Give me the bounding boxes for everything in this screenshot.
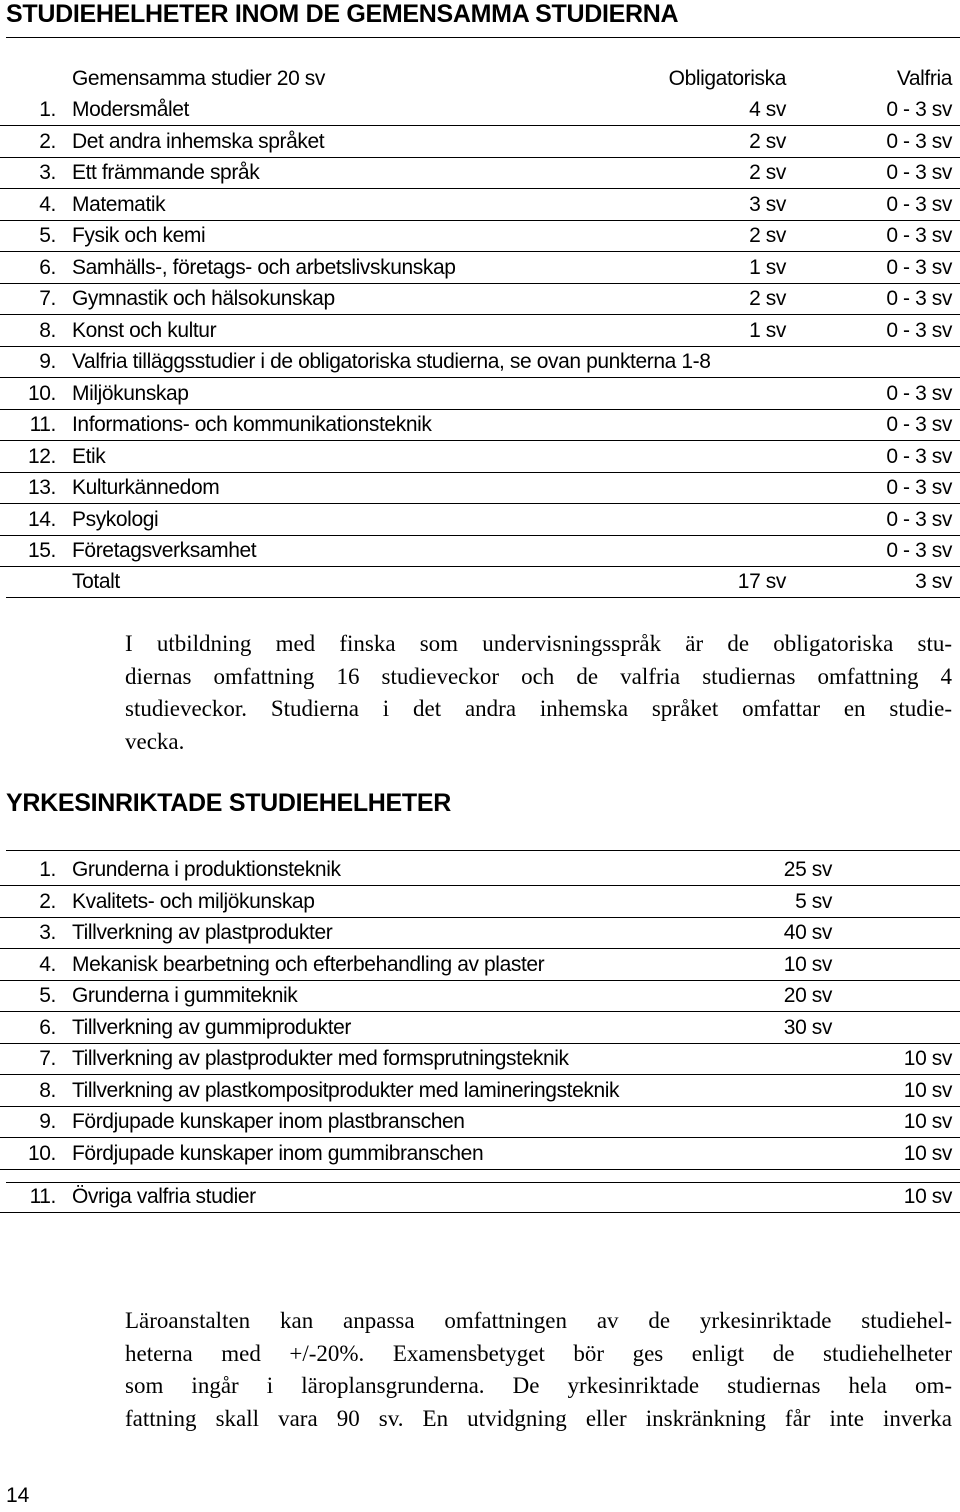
row-number: 6. <box>39 1015 56 1039</box>
row-number: 14. <box>28 507 56 531</box>
row-mandatory: 2 sv <box>749 287 786 310</box>
row-number: 11. <box>29 1185 56 1208</box>
table-row <box>0 949 960 981</box>
row-name: Gymnastik och hälsokunskap <box>72 287 335 310</box>
row-name: Miljökunskap <box>72 381 189 405</box>
row-optional: 10 sv <box>903 1185 952 1208</box>
row-number: 5. <box>39 224 56 247</box>
paragraph-line: vecka. <box>125 728 185 754</box>
row-optional: 0 - 3 sv <box>886 476 952 499</box>
table-row <box>0 409 960 441</box>
paragraph-line: Läroanstalten kan anpassa omfattningen av de yrkesinriktade studiehel- <box>125 1308 952 1333</box>
row-optional: 10 sv <box>903 1141 952 1165</box>
row-number: 6. <box>39 255 56 279</box>
row-number: 1. <box>39 858 56 881</box>
row-optional: 10 sv <box>903 1047 952 1070</box>
row-number: 10. <box>28 1141 56 1165</box>
table-row <box>0 94 960 126</box>
row-mandatory: 2 sv <box>749 224 786 247</box>
row-mandatory: 1 sv <box>749 255 786 279</box>
row-name: Samhälls-, företags- och arbetslivskunskap <box>72 255 456 279</box>
row-optional: 0 - 3 sv <box>886 129 952 153</box>
paragraph-line: studieveckor. Studierna i det andra inhemska språket omfattar en studie- <box>125 696 952 721</box>
row-number: 4. <box>39 192 56 216</box>
table-row <box>0 886 960 918</box>
row-optional: 0 - 3 sv <box>886 318 952 342</box>
row-optional: 0 - 3 sv <box>886 161 952 184</box>
row-mandatory: 4 sv <box>749 98 786 121</box>
row-optional: 0 - 3 sv <box>886 539 952 562</box>
row-name: Grunderna i produktionsteknik <box>72 858 341 881</box>
row-name: Mekanisk bearbetning och efterbehandling av plaster <box>72 952 545 976</box>
row-number: 3. <box>39 921 56 944</box>
row-name: Matematik <box>72 192 166 216</box>
table-row <box>0 315 960 347</box>
row-name: Grunderna i gummiteknik <box>72 984 298 1007</box>
row-name: Det andra inhemska språket <box>72 129 325 153</box>
row-number: 2. <box>39 129 56 153</box>
row-mandatory: 30 sv <box>783 1015 832 1039</box>
header-mandatory: Obligatoriska <box>668 67 786 90</box>
row-number: 8. <box>39 318 56 342</box>
table-header <box>0 63 960 94</box>
row-number: 1. <box>39 98 56 121</box>
section-title-vocational: YRKESINRIKTADE STUDIEHELHETER <box>6 789 452 817</box>
table-row <box>0 1138 960 1170</box>
table-row <box>0 157 960 189</box>
paragraph-line: I utbildning med finska som undervisningsspråk är de obligatoriska stu- <box>125 631 952 656</box>
paragraph-finnish-note <box>125 628 952 758</box>
row-mandatory: 5 sv <box>795 889 832 913</box>
table-row <box>0 917 960 949</box>
table-row <box>0 220 960 252</box>
row-name: Tillverkning av plastprodukter med formsprutningsteknik <box>72 1047 569 1070</box>
row-optional: 10 sv <box>903 1078 952 1102</box>
divider <box>6 37 960 38</box>
table-row <box>0 504 960 536</box>
row-number: 9. <box>39 1110 56 1133</box>
row-name: Ett främmande språk <box>72 161 260 184</box>
row-name: Fördjupade kunskaper inom gummibranschen <box>72 1141 484 1165</box>
row-number: 2. <box>39 889 56 913</box>
row-mandatory: 1 sv <box>749 318 786 342</box>
row-number: 12. <box>28 444 56 468</box>
row-optional: 0 - 3 sv <box>886 255 952 279</box>
table-row <box>0 346 960 378</box>
table-row <box>0 189 960 221</box>
row-mandatory: 20 sv <box>783 984 832 1007</box>
table-row <box>0 378 960 410</box>
paragraph-line: diernas omfattning 16 studieveckor och de valfria studiernas omfattning 4 <box>125 663 952 689</box>
table-row <box>0 126 960 158</box>
table-row <box>0 980 960 1012</box>
row-name: Modersmålet <box>72 98 189 121</box>
row-number: 9. <box>39 350 56 373</box>
table-row <box>0 472 960 504</box>
row-optional: 0 - 3 sv <box>886 287 952 310</box>
extra-row <box>0 1181 960 1213</box>
table-row <box>0 1043 960 1075</box>
row-name: Informations- och kommunikationsteknik <box>72 413 432 436</box>
row-name: Fördjupade kunskaper inom plastbranschen <box>72 1110 465 1133</box>
row-number: 13. <box>28 476 56 499</box>
table-row <box>0 1106 960 1138</box>
table-row <box>0 854 960 886</box>
row-mandatory: 10 sv <box>783 952 832 976</box>
row-mandatory: 40 sv <box>783 921 832 944</box>
paragraph-line: som ingår i läroplansgrunderna. De yrkesinriktade studiernas hela om- <box>125 1373 952 1398</box>
paragraph-line: heterna med +/-20%. Examensbetyget bör ges enligt de studiehelheter <box>125 1340 952 1366</box>
divider <box>6 597 960 598</box>
row-name: Psykologi <box>72 507 159 531</box>
row-name: Valfria tilläggsstudier i de obligatoriska studierna, se ovan punkterna 1-8 <box>72 350 711 373</box>
row-mandatory: 25 sv <box>783 858 832 881</box>
table-row <box>0 535 960 567</box>
row-number: 4. <box>39 952 56 976</box>
total-row <box>0 566 960 597</box>
row-number: 5. <box>39 984 56 1007</box>
table-row <box>0 252 960 284</box>
page-number: 14 <box>6 1484 30 1507</box>
row-optional: 0 - 3 sv <box>886 224 952 247</box>
row-name: Tillverkning av plastkompositprodukter med lamineringsteknik <box>72 1078 620 1102</box>
paragraph-vocational-note <box>125 1305 952 1435</box>
row-number: 11. <box>29 413 56 436</box>
paragraph-line: fattning skall vara 90 sv. En utvidgning eller inskränkning får inte inverka <box>125 1405 952 1431</box>
row-optional: 0 - 3 sv <box>886 381 952 405</box>
header-name: Gemensamma studier 20 sv <box>72 67 326 90</box>
table-row <box>0 1012 960 1044</box>
row-optional: 0 - 3 sv <box>886 98 952 121</box>
row-number: 15. <box>28 539 56 562</box>
row-optional: 10 sv <box>903 1110 952 1133</box>
row-name: Företagsverksamhet <box>72 539 257 562</box>
row-optional: 0 - 3 sv <box>886 192 952 216</box>
header-optional: Valfria <box>896 67 952 90</box>
row-optional: 0 - 3 sv <box>886 507 952 531</box>
total-mandatory: 17 sv <box>737 570 786 593</box>
total-optional: 3 sv <box>915 570 952 593</box>
row-name: Övriga valfria studier <box>72 1185 256 1208</box>
total-label: Totalt <box>72 570 120 593</box>
row-mandatory: 2 sv <box>749 129 786 153</box>
row-mandatory: 3 sv <box>749 192 786 216</box>
row-number: 3. <box>39 161 56 184</box>
table-row <box>0 1075 960 1107</box>
row-name: Kulturkännedom <box>72 476 220 499</box>
row-name: Kvalitets- och miljökunskap <box>72 889 315 913</box>
row-mandatory: 2 sv <box>749 161 786 184</box>
section-title-common: STUDIEHELHETER INOM DE GEMENSAMMA STUDIERNA <box>6 0 679 28</box>
row-number: 7. <box>39 1047 56 1070</box>
divider <box>6 850 960 851</box>
row-name: Etik <box>72 444 106 468</box>
row-number: 7. <box>39 287 56 310</box>
row-optional: 0 - 3 sv <box>886 413 952 436</box>
row-number: 8. <box>39 1078 56 1102</box>
row-name: Tillverkning av gummiprodukter <box>72 1015 351 1039</box>
row-name: Fysik och kemi <box>72 224 206 247</box>
table-row <box>0 283 960 315</box>
row-optional: 0 - 3 sv <box>886 444 952 468</box>
table-row <box>0 441 960 473</box>
row-name: Konst och kultur <box>72 318 217 342</box>
row-name: Tillverkning av plastprodukter <box>72 921 333 944</box>
row-number: 10. <box>28 381 56 405</box>
